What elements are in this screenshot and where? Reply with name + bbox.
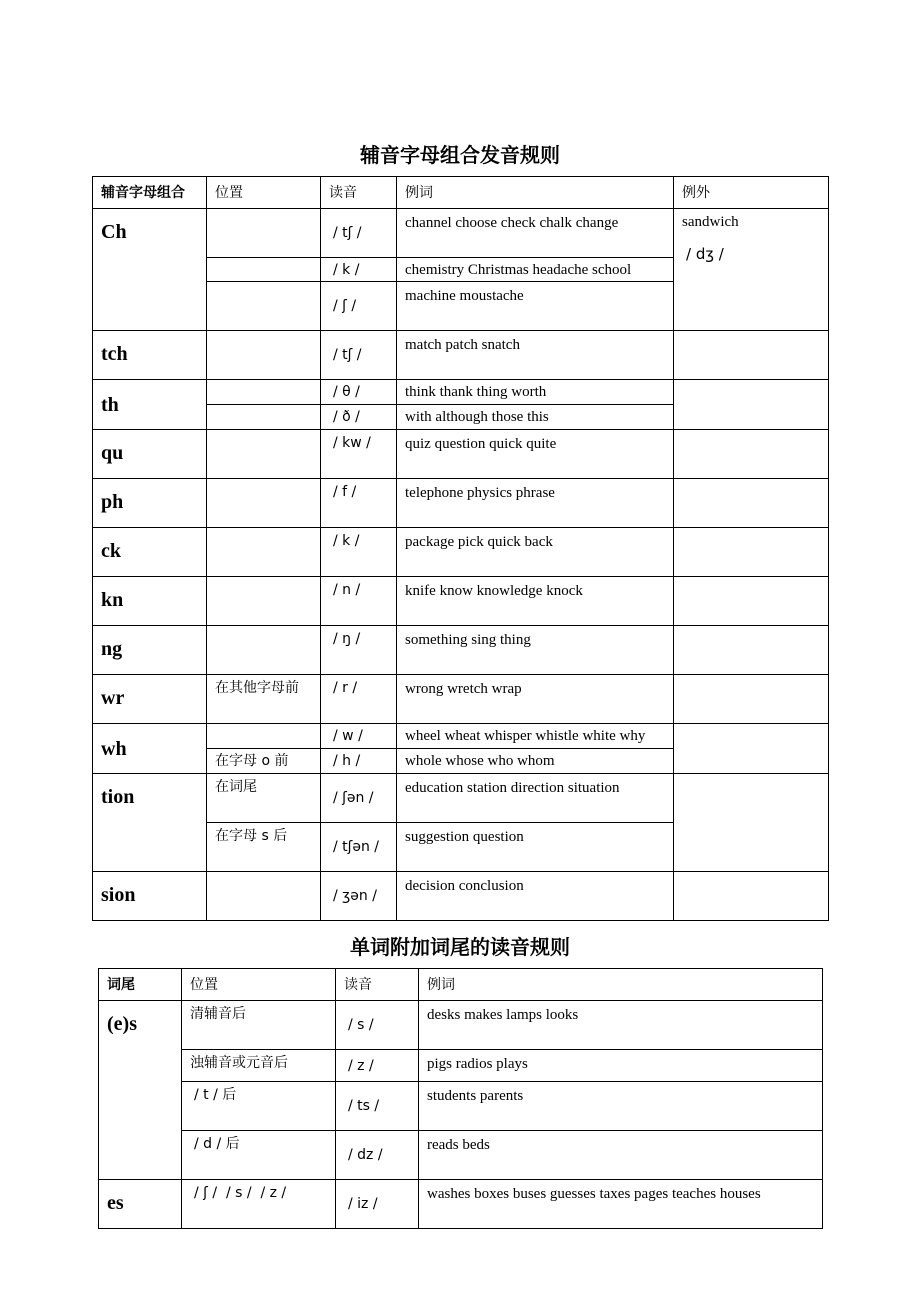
table-row (93, 872, 829, 921)
example-cell: knife know knowledge knock (397, 577, 674, 626)
header-examples: 例词 (397, 177, 674, 209)
position-cell (207, 577, 321, 626)
position-cell (207, 430, 321, 479)
combination-key: ph (93, 479, 207, 528)
phonetic-cell: / ŋ / (321, 626, 397, 675)
exception-cell (674, 675, 829, 724)
phonetic-cell: / k / (321, 528, 397, 577)
position-cell: / d / 后 (182, 1131, 336, 1180)
phonetic-cell: / ʒən / (321, 872, 397, 921)
exception-cell (674, 577, 829, 626)
position-cell (207, 626, 321, 675)
exception-cell (674, 626, 829, 675)
exception-cell (674, 724, 829, 774)
position-cell: 在词尾 (207, 774, 321, 823)
example-cell: wrong wretch wrap (397, 675, 674, 724)
header-position: 位置 (207, 177, 321, 209)
example-cell: decision conclusion (397, 872, 674, 921)
example-cell: telephone physics phrase (397, 479, 674, 528)
phonetic-cell: / ʃən / (321, 774, 397, 823)
phonetic-cell: / dz / (336, 1131, 419, 1180)
exception-cell (674, 479, 829, 528)
phonetic-cell: / tʃ / (321, 209, 397, 258)
exception-phonetic: / dʒ / (686, 245, 724, 263)
position-cell: 在字母 o 前 (207, 749, 321, 774)
table-row (93, 626, 829, 675)
combination-key: kn (93, 577, 207, 626)
exception-cell (674, 331, 829, 380)
table-row (99, 1180, 823, 1229)
example-cell: think thank thing worth (397, 380, 674, 405)
position-cell (207, 282, 321, 331)
table-row (93, 528, 829, 577)
table-row (93, 209, 829, 258)
combination-key: qu (93, 430, 207, 479)
phonetic-cell: / ʃ / (321, 282, 397, 331)
table1-title: 辅音字母组合发音规则 (360, 143, 560, 167)
phonetic-cell: / f / (321, 479, 397, 528)
position-cell (207, 872, 321, 921)
example-cell: education station direction situation (397, 774, 674, 823)
table-row (93, 577, 829, 626)
header-examples: 例词 (419, 969, 823, 1001)
table-row (93, 479, 829, 528)
phonetic-cell: / iz / (336, 1180, 419, 1229)
table-row (93, 724, 829, 749)
phonetic-cell: / r / (321, 675, 397, 724)
position-cell: 在字母 s 后 (207, 823, 321, 872)
header-exceptions: 例外 (674, 177, 829, 209)
table-row (93, 430, 829, 479)
exception-cell (674, 774, 829, 872)
position-cell: / t / 后 (182, 1082, 336, 1131)
phonetic-cell: / k / (321, 258, 397, 282)
position-cell (207, 528, 321, 577)
table2-title: 单词附加词尾的读音规则 (350, 935, 570, 959)
combination-key: tion (93, 774, 207, 872)
header-pronunciation: 读音 (321, 177, 397, 209)
combination-key: ng (93, 626, 207, 675)
combination-key: sion (93, 872, 207, 921)
position-cell (207, 380, 321, 405)
phonetic-cell: / s / (336, 1001, 419, 1050)
combination-key: wh (93, 724, 207, 774)
position-cell (207, 724, 321, 749)
example-cell: whole whose who whom (397, 749, 674, 774)
position-cell (207, 405, 321, 430)
phonetic-cell: / h / (321, 749, 397, 774)
table-row (99, 1131, 823, 1180)
example-cell: wheel wheat whisper whistle white why (397, 724, 674, 749)
table-row (99, 1001, 823, 1050)
table-row (93, 380, 829, 405)
header-ending: 词尾 (99, 969, 182, 1001)
combination-key: th (93, 380, 207, 430)
ending-key: (e)s (99, 1001, 182, 1180)
phonetic-cell: / tʃən / (321, 823, 397, 872)
header-combination: 辅音字母组合 (93, 177, 207, 209)
table-row (93, 675, 829, 724)
example-cell: channel choose check chalk change (397, 209, 674, 258)
phonetic-cell: / z / (336, 1050, 419, 1082)
position-cell: 清辅音后 (182, 1001, 336, 1050)
position-cell: / ʃ / / s / / z / (182, 1180, 336, 1229)
phonetic-cell: / ð / (321, 405, 397, 430)
phonetic-cell: / ts / (336, 1082, 419, 1131)
header-pronunciation: 读音 (336, 969, 419, 1001)
exception-cell (674, 872, 829, 921)
exception-cell (674, 209, 829, 331)
header-position: 位置 (182, 969, 336, 1001)
phonetic-cell: / kw / (321, 430, 397, 479)
table-row (93, 774, 829, 823)
example-cell: washes boxes buses guesses taxes pages teaches houses (419, 1180, 823, 1229)
example-cell: package pick quick back (397, 528, 674, 577)
example-cell: something sing thing (397, 626, 674, 675)
example-cell: machine moustache (397, 282, 674, 331)
consonant-combination-table (92, 176, 829, 921)
position-cell (207, 479, 321, 528)
example-cell: reads beds (419, 1131, 823, 1180)
example-cell: chemistry Christmas headache school (397, 258, 674, 282)
position-cell (207, 331, 321, 380)
position-cell: 浊辅音或元音后 (182, 1050, 336, 1082)
example-cell: with although those this (397, 405, 674, 430)
position-cell: 在其他字母前 (207, 675, 321, 724)
table-row (99, 1082, 823, 1131)
example-cell: students parents (419, 1082, 823, 1131)
example-cell: match patch snatch (397, 331, 674, 380)
example-cell: quiz question quick quite (397, 430, 674, 479)
exception-word: sandwich (682, 214, 739, 230)
exception-cell (674, 528, 829, 577)
ending-key: es (99, 1180, 182, 1229)
phonetic-cell: / tʃ / (321, 331, 397, 380)
phonetic-cell: / w / (321, 724, 397, 749)
exception-cell (674, 380, 829, 430)
example-cell: suggestion question (397, 823, 674, 872)
position-cell (207, 258, 321, 282)
example-cell: desks makes lamps looks (419, 1001, 823, 1050)
exception-cell (674, 430, 829, 479)
table-row (93, 331, 829, 380)
combination-key: ck (93, 528, 207, 577)
example-cell: pigs radios plays (419, 1050, 823, 1082)
combination-key: tch (93, 331, 207, 380)
position-cell (207, 209, 321, 258)
combination-key: wr (93, 675, 207, 724)
word-ending-table (98, 968, 823, 1229)
combination-key: Ch (93, 209, 207, 331)
table-row (99, 1050, 823, 1082)
phonetic-cell: / n / (321, 577, 397, 626)
phonetic-cell: / θ / (321, 380, 397, 405)
